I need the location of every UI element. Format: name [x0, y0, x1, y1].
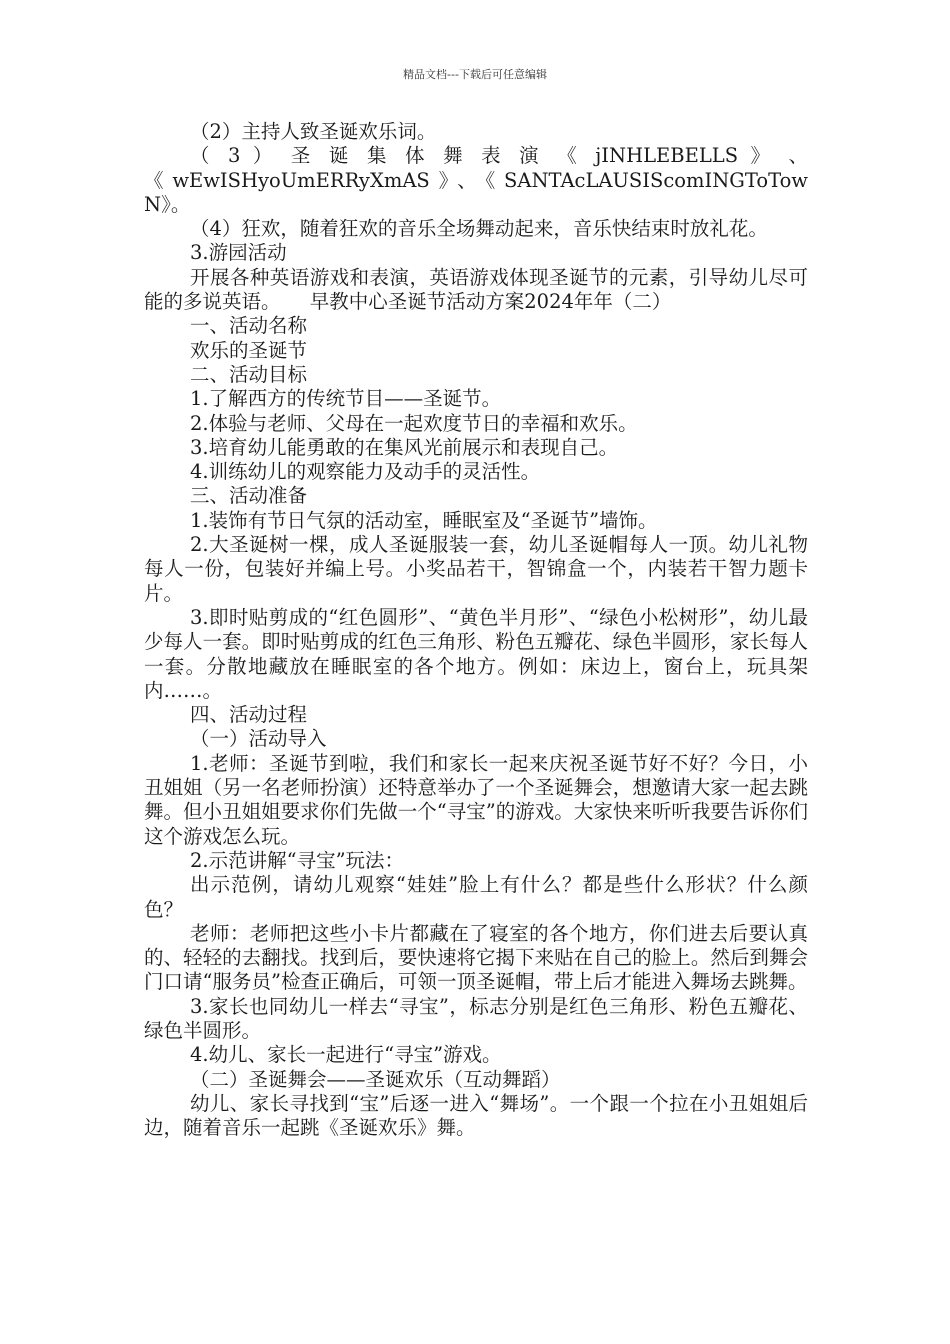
- section-heading: 三、活动准备: [190, 484, 308, 508]
- paragraph: （ 3 ） 圣 诞 集 体 舞 表 演 《 jINHLEBELLS 》 、: [190, 144, 808, 168]
- document-body: [144, 120, 808, 1140]
- paragraph: （2）主持人致圣诞欢乐词。: [190, 120, 437, 143]
- list-item: 2.大圣诞树一棵，成人圣诞服装一套，幼儿圣诞帽每人一顶。幼儿礼物每人一份，包装好并编上号。小奖品若干，智锦盒一个，内装若干智力题卡片。: [144, 533, 808, 605]
- paragraph: 3.游园活动: [190, 241, 287, 265]
- list-item: 1.了解西方的传统节目——圣诞节。: [190, 387, 502, 411]
- list-item: 1.老师：圣诞节到啦，我们和家长一起来庆祝圣诞节好不好？今日，小丑姐姐（另一名老师扮演）还特意举办了一个圣诞舞会，想邀请大家一起去跳舞。但小丑姐姐要求你们先做一个“寻宝”的游戏。大家快来听听我要告诉你们这个游戏怎么玩。: [144, 751, 808, 848]
- paragraph: 幼儿、家长寻找到“宝”后逐一进入“舞场”。一个跟一个拉在小丑姐姐后边，随着音乐一起跳《圣诞欢乐》舞。: [144, 1091, 808, 1140]
- list-item: 3.即时贴剪成的“红色圆形”、“黄色半月形”、“绿色小松树形”，幼儿最少每人一套。即时贴剪成的红色三角形、粉色五瓣花、绿色半圆形，家长每人一套。分散地藏放在睡眠室的各个地方。例如：床边上，窗台上，玩具架内……。: [144, 605, 808, 702]
- list-item: 4.训练幼儿的观察能力及动手的灵活性。: [190, 460, 541, 484]
- list-item: 1.装饰有节日气氛的活动室，睡眠室及“圣诞节”墙饰。: [190, 508, 658, 532]
- page-header: 精品文档---下载后可任意编辑: [403, 68, 547, 81]
- paragraph: 老师：老师把这些小卡片都藏在了寝室的各个地方，你们进去后要认真的、轻轻的去翻找。找到后，要快速将它揭下来贴在自己的脸上。然后到舞会门口请“服务员”检查正确后，可领一顶圣诞帽，带上后才能进入舞场去跳舞。: [144, 921, 808, 994]
- section-heading: 一、活动名称: [190, 314, 308, 338]
- section-heading: 二、活动目标: [190, 362, 308, 386]
- sub-heading: （二）圣诞舞会——圣诞欢乐（互动舞蹈）: [190, 1067, 561, 1091]
- paragraph: 欢乐的圣诞节: [190, 338, 308, 362]
- list-item: 2.体验与老师、父母在一起欢度节日的幸福和欢乐。: [190, 411, 638, 435]
- list-item: 4.幼儿、家长一起进行“寻宝”游戏。: [190, 1043, 502, 1067]
- paragraph: 《wEwISHyoUmERRyXmAS》、《SANTAcLAUSIScomINGToTowN》。: [144, 168, 808, 216]
- list-item: 2.示范讲解“寻宝”玩法：: [190, 848, 405, 872]
- paragraph: 开展各种英语游戏和表演，英语游戏体现圣诞节的元素，引导幼儿尽可能的多说英语。 早教中心圣诞节活动方案2024年年（二）: [144, 265, 808, 314]
- list-item: 3.家长也同幼儿一样去“寻宝”，标志分别是红色三角形、粉色五瓣花、绿色半圆形。: [144, 994, 808, 1042]
- paragraph: 出示范例，请幼儿观察“娃娃”脸上有什么？都是些什么形状？什么颜色？: [144, 873, 808, 921]
- list-item: 3.培育幼儿能勇敢的在集风光前展示和表现自己。: [190, 435, 619, 459]
- paragraph: （4）狂欢，随着狂欢的音乐全场舞动起来，音乐快结束时放礼花。: [190, 217, 768, 241]
- section-heading: 四、活动过程: [190, 703, 308, 727]
- sub-heading: （一）活动导入: [190, 727, 327, 751]
